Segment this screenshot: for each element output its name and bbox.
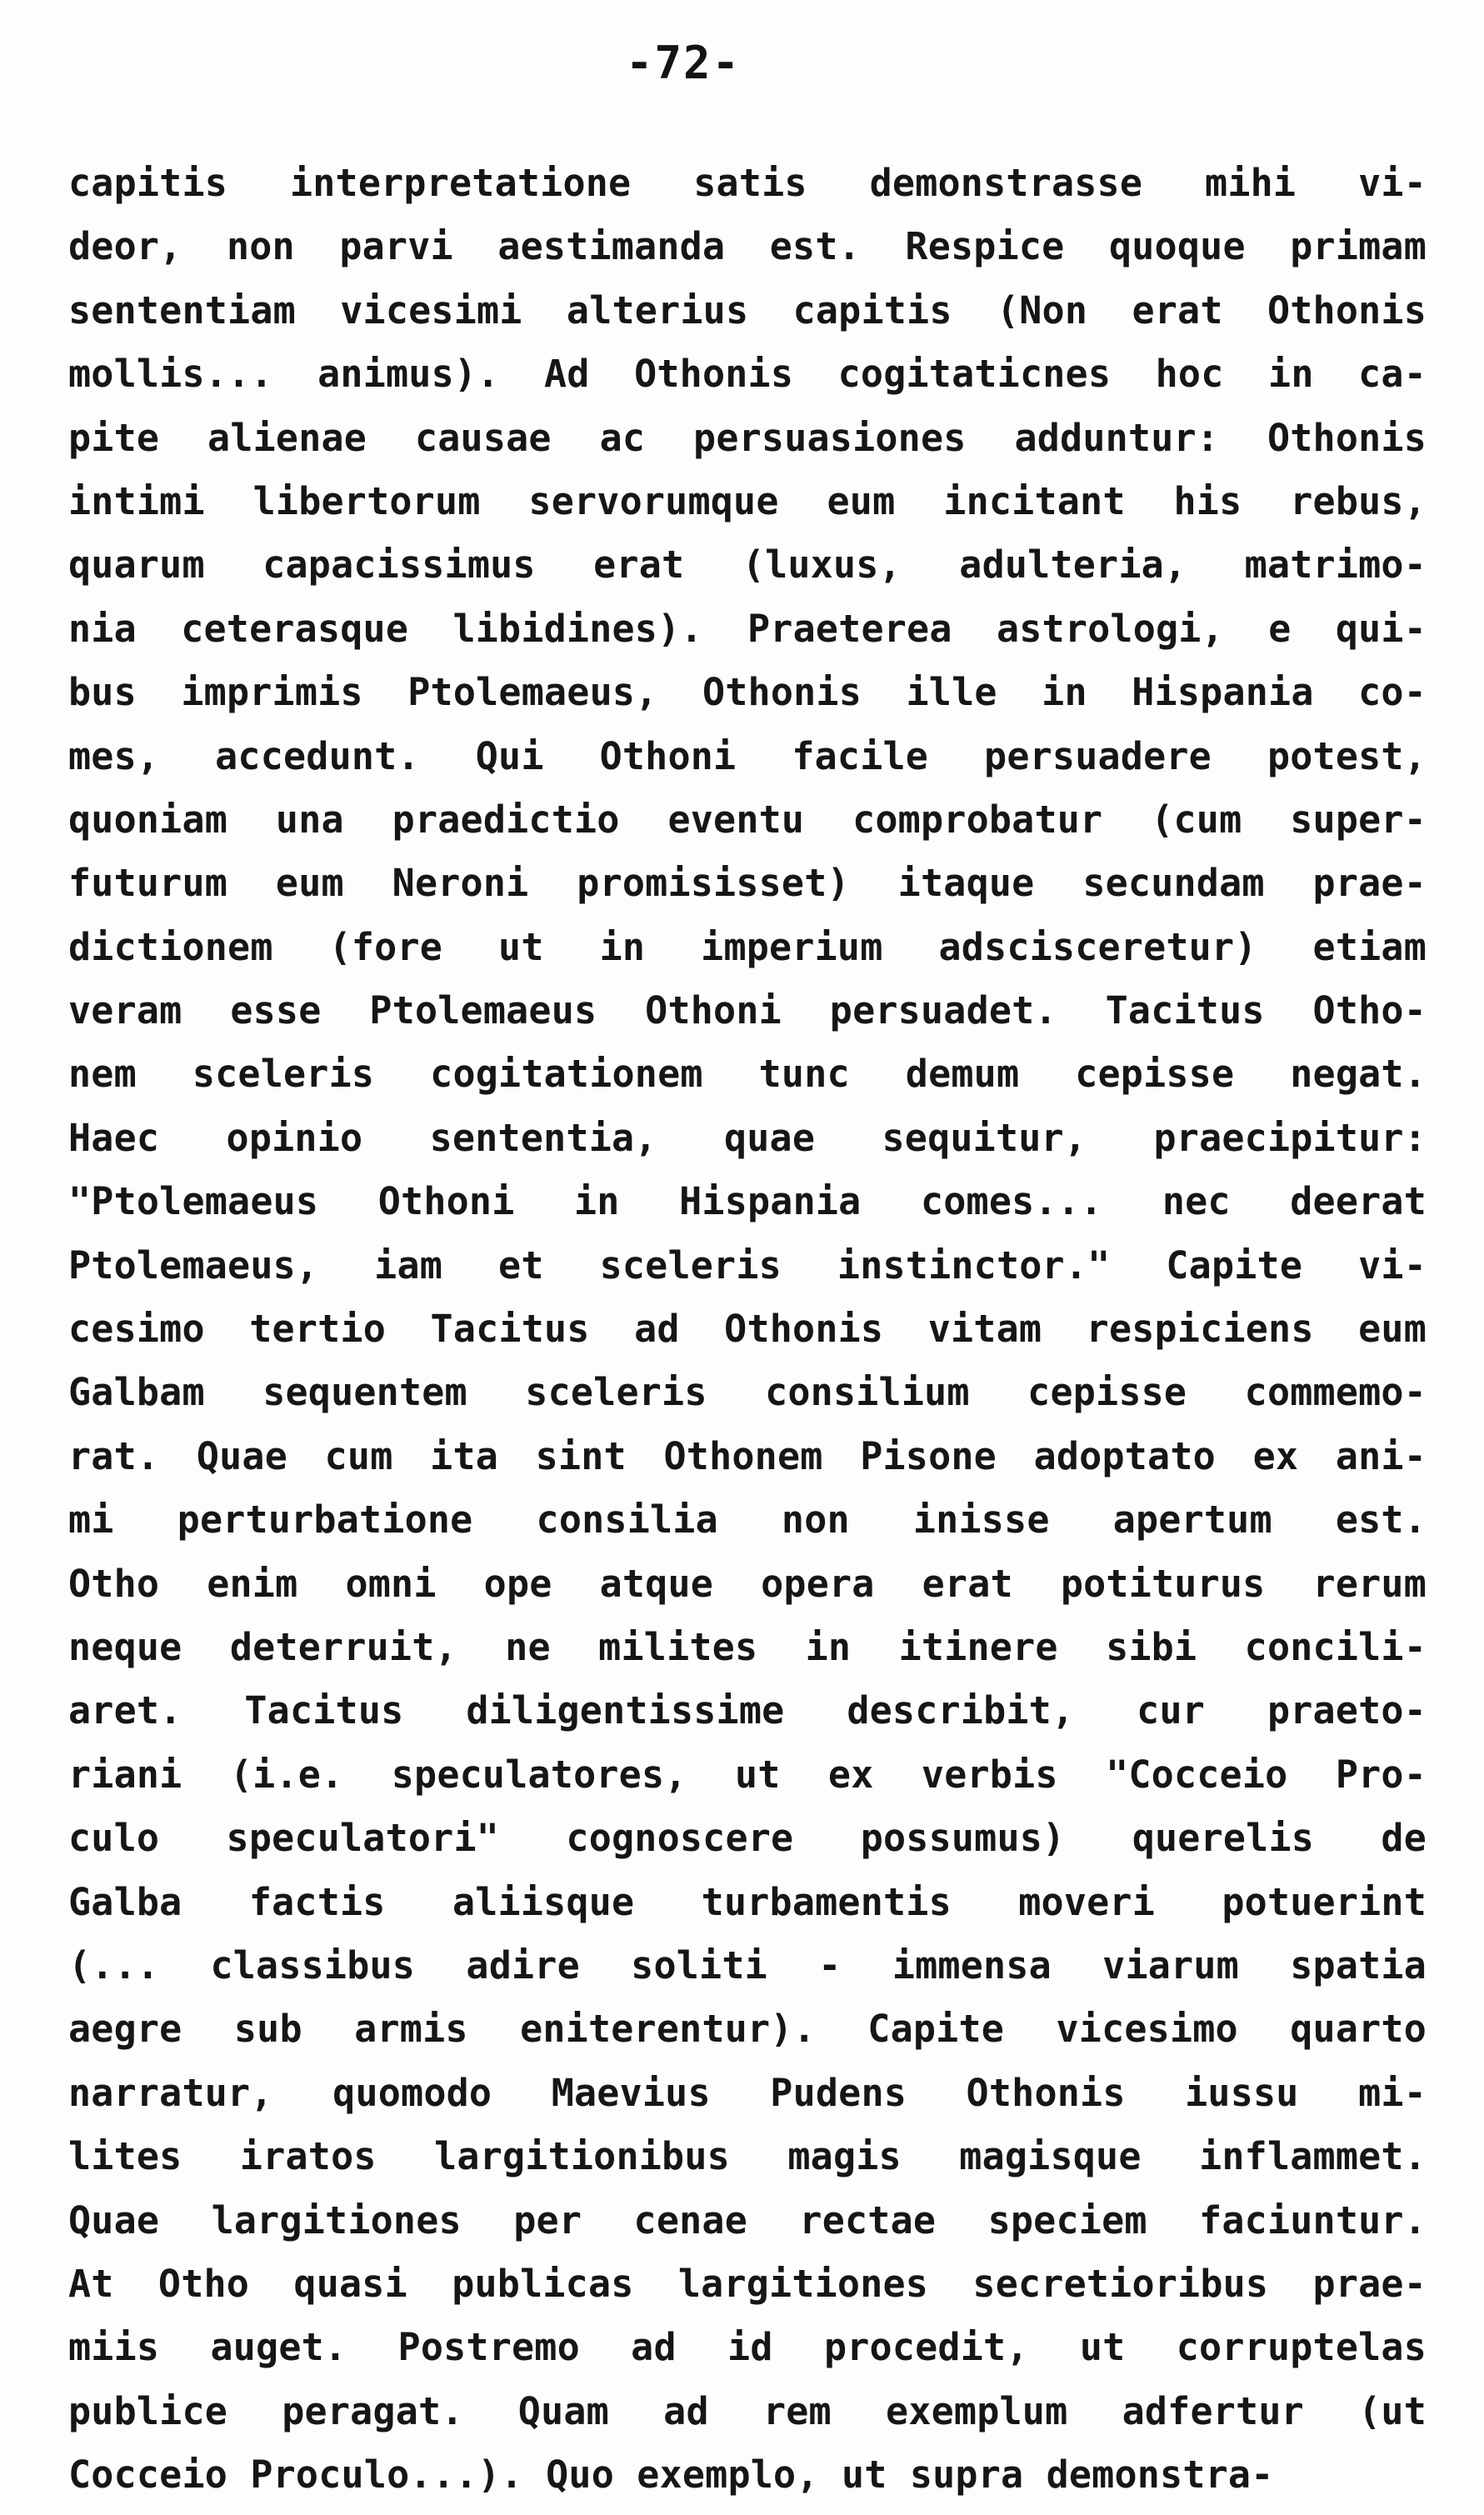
text-line: nem sceleris cogitationem tunc demum cepisse negat. [68, 1052, 1427, 1097]
text-line: "Ptolemaeus Othoni in Hispania comes... nec deerat [68, 1179, 1427, 1224]
text-line: quarum capacissimus erat (luxus, adulteria, matrimo- [68, 542, 1427, 588]
text-line: dictionem (fore ut in imperium adscisceretur) etiam [68, 924, 1427, 969]
text-line: Haec opinio sententia, quae sequitur, praecipitur: [68, 1115, 1427, 1160]
text-line: publice peragat. Quam ad rem exemplum adfertur (ut [68, 2388, 1427, 2433]
text-line: neque deterruit, ne milites in itinere sibi concili- [68, 1624, 1427, 1669]
text-line: At Otho quasi publicas largitiones secretioribus prae- [68, 2261, 1427, 2306]
text-line: mollis... animus). Ad Othonis cogitaticnes hoc in ca- [68, 352, 1427, 397]
text-line: nia ceterasque libidines). Praeterea astrologi, e qui- [68, 606, 1427, 651]
text-line: mes, accedunt. Qui Othoni facile persuadere potest, [68, 733, 1427, 778]
text-line: Quae largitiones per cenae rectae speciem faciuntur. [68, 2198, 1427, 2242]
text-line: bus imprimis Ptolemaeus, Othonis ille in Hispania co- [68, 670, 1427, 715]
text-line: (... classibus adire soliti - immensa viarum spatia [68, 1942, 1427, 1988]
text-line: deor, non parvi aestimanda est. Respice quoque primam [68, 224, 1427, 269]
text-line: miis auget. Postremo ad id procedit, ut corruptelas [68, 2325, 1427, 2370]
text-line: rat. Quae cum ita sint Othonem Pisone adoptato ex ani- [68, 1433, 1427, 1478]
text-line: Otho enim omni ope atque opera erat potiturus rerum [68, 1561, 1427, 1606]
text-line: Ptolemaeus, iam et sceleris instinctor." Capite vi- [68, 1242, 1427, 1288]
text-line: lites iratos largitionibus magis magisque inflammet. [68, 2134, 1427, 2179]
text-line: veram esse Ptolemaeus Othoni persuadet. Tacitus Otho- [68, 988, 1427, 1033]
text-line: mi perturbatione consilia non inisse apertum est. [68, 1498, 1427, 1542]
text-line: Galbam sequentem sceleris consilium cepisse commemo- [68, 1370, 1427, 1415]
text-line: aegre sub armis eniterentur). Capite vicesimo quarto [68, 2007, 1427, 2052]
text-line: Cocceio Proculo...). Quo exemplo, ut supra demonstra- [68, 2452, 1274, 2498]
text-line: futurum eum Neroni promisisset) itaque secundam prae- [68, 861, 1427, 906]
text-line: narratur, quomodo Maevius Pudens Othonis iussu mi- [68, 2070, 1427, 2115]
body-text [68, 152, 1427, 2507]
text-line: sententiam vicesimi alterius capitis (Non erat Othonis [68, 288, 1427, 332]
text-line: culo speculatori" cognoscere possumus) querelis de [68, 1816, 1427, 1861]
text-line: capitis interpretatione satis demonstrasse mihi vi- [68, 161, 1427, 205]
text-line: riani (i.e. speculatores, ut ex verbis "Cocceio Pro- [68, 1752, 1427, 1797]
text-line: pite alienae causae ac persuasiones adduntur: Othonis [68, 415, 1427, 460]
text-line: cesimo tertio Tacitus ad Othonis vitam respiciens eum [68, 1307, 1427, 1352]
page-number: -72- [625, 37, 742, 89]
text-line: quoniam una praedictio eventu comprobatur (cum super- [68, 797, 1427, 842]
text-line: intimi libertorum servorumque eum incitant his rebus, [68, 478, 1427, 523]
text-line: aret. Tacitus diligentissime describit, cur praeto- [68, 1688, 1427, 1733]
text-line: Galba factis aliisque turbamentis moveri potuerint [68, 1879, 1427, 1924]
